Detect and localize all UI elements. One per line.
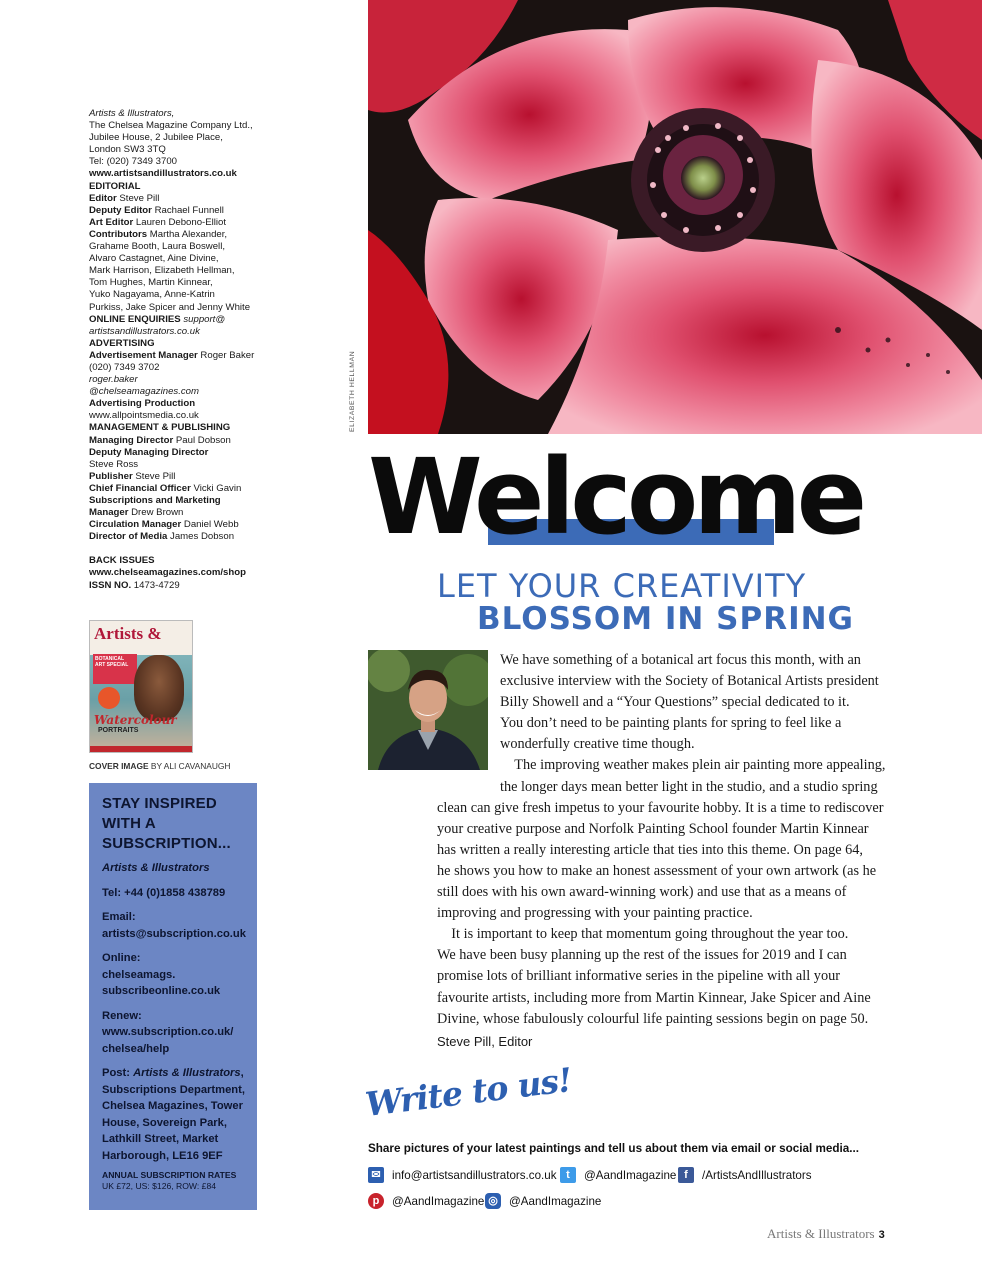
page-folio xyxy=(767,1226,885,1242)
masthead-line xyxy=(89,495,264,507)
masthead-line xyxy=(89,507,264,519)
share-prompt: Share pictures of your latest paintings and tell us about them via email or social media... xyxy=(368,1142,860,1155)
masthead-line xyxy=(89,362,264,374)
body-line: Divine, whose fabulously colourful life painting sessions begin on page 50. xyxy=(437,1010,869,1027)
masthead-run: Tel: (020) 7349 3700 xyxy=(89,156,178,168)
masthead-line xyxy=(89,386,264,398)
masthead-line xyxy=(89,580,264,592)
cover-bottom-bar xyxy=(90,746,192,752)
masthead-line xyxy=(89,447,264,459)
masthead-run: Steve Ross xyxy=(89,458,139,470)
masthead-run: Editor xyxy=(89,192,117,204)
email-link[interactable]: info@artistsandillustrators.co.uk xyxy=(392,1168,557,1182)
pinterest-contact[interactable] xyxy=(368,1193,484,1209)
masthead-line xyxy=(89,350,264,362)
masthead-run: roger.baker xyxy=(89,374,138,386)
masthead-line xyxy=(89,168,264,180)
facebook-handle[interactable]: /ArtistsAndIllustrators xyxy=(702,1168,812,1182)
masthead-line xyxy=(89,471,264,483)
masthead-run: ADVERTISING xyxy=(89,337,155,349)
masthead-line xyxy=(89,193,264,205)
page-number: 3 xyxy=(878,1229,885,1241)
subscription-post: Post: Artists & Illustrators, Subscriptions Department, Chelsea Magazines, Tower House, Sovereign Park, Lathkill Street, Market Harborough, LE16 9EF xyxy=(102,1067,245,1162)
masthead-line xyxy=(89,374,264,386)
body-line: has written a really interesting article that ties into this theme. On page 64, xyxy=(437,841,864,858)
masthead-run: Artists & Illustrators, xyxy=(89,108,175,119)
masthead-run: Steve Pill xyxy=(116,192,160,204)
masthead-line xyxy=(89,108,264,120)
facebook-contact[interactable] xyxy=(678,1167,812,1183)
masthead-line xyxy=(89,132,264,144)
twitter-icon: t xyxy=(560,1167,576,1183)
subscription-renew: Renew: www.subscription.co.uk/ chelsea/help xyxy=(102,1008,245,1058)
subscription-online: Online: chelseamags. subscribeonline.co.uk xyxy=(102,950,245,1000)
cover-logo: Artists & xyxy=(94,624,162,643)
masthead-run: 1473-4729 xyxy=(131,579,180,591)
cover-strap: BOTANICAL ART SPECIAL xyxy=(93,654,137,684)
masthead-run: www.allpointsmedia.co.uk xyxy=(89,410,199,422)
masthead-run: Grahame Booth, Laura Boswell, xyxy=(89,241,225,253)
masthead-run: Chief Financial Officer xyxy=(89,482,191,494)
folio-title: Artists & Illustrators xyxy=(767,1226,875,1241)
masthead-run: Vicki Gavin xyxy=(190,482,242,494)
cover-thumbnail xyxy=(89,620,193,753)
masthead-run: James Dobson xyxy=(167,531,235,543)
subscription-email: Email: artists@subscription.co.uk xyxy=(102,909,245,942)
masthead-run: Yuko Nagayama, Anne-Katrin xyxy=(89,289,215,301)
masthead-run: Subscriptions and Marketing xyxy=(89,495,221,506)
hero-poppy-painting xyxy=(368,0,982,434)
masthead-line xyxy=(89,326,264,338)
standfirst-line-1: LET YOUR CREATIVITY xyxy=(437,567,807,605)
masthead-line xyxy=(89,217,264,229)
masthead-run: BACK ISSUES xyxy=(89,555,155,567)
masthead-run: Circulation Manager xyxy=(89,519,182,531)
masthead-run: Martha Alexander, xyxy=(147,228,228,240)
email-contact[interactable] xyxy=(368,1167,557,1183)
masthead-line xyxy=(89,205,264,217)
masthead-run: The Chelsea Magazine Company Ltd., xyxy=(89,120,253,132)
instagram-icon: ◎ xyxy=(485,1193,501,1209)
body-line: still does with his own award-winning work) and use that as a means of xyxy=(437,884,847,901)
facebook-icon: f xyxy=(678,1167,694,1183)
masthead-line xyxy=(89,567,264,579)
masthead-run: Art Editor xyxy=(89,216,134,228)
masthead-line xyxy=(89,229,264,241)
masthead-run: support@ xyxy=(180,313,226,325)
masthead-line xyxy=(89,483,264,495)
subscription-renew-link[interactable]: www.subscription.co.uk/ chelsea/help xyxy=(102,1026,234,1055)
subscription-email-link[interactable]: artists@subscription.co.uk xyxy=(102,927,246,940)
body-line: improving and progressing with your painting practice. xyxy=(437,905,753,922)
masthead-run: Drew Brown xyxy=(128,507,184,519)
masthead-line xyxy=(89,338,264,350)
twitter-handle[interactable]: @AandImagazine xyxy=(584,1168,677,1182)
masthead-run: artistsandillustrators.co.uk xyxy=(89,325,200,337)
masthead-run: Managing Director xyxy=(89,434,174,446)
masthead-line xyxy=(89,265,264,277)
masthead-run: Contributors xyxy=(89,228,148,240)
body-line: The improving weather makes plein air painting more appealing, xyxy=(500,757,886,774)
write-to-us-headline: Write to us! xyxy=(363,1060,574,1124)
twitter-contact[interactable] xyxy=(560,1167,676,1183)
masthead-run: Director of Media xyxy=(89,531,168,543)
masthead-line xyxy=(89,120,264,132)
cover-portraits: PORTRAITS xyxy=(98,727,139,734)
body-line: Billy Showell and a “Your Questions” special dedicated to it. xyxy=(500,694,850,711)
masthead-run: Mark Harrison, Elizabeth Hellman, xyxy=(89,265,235,277)
masthead-line xyxy=(89,241,264,253)
subscription-rates: ANNUAL SUBSCRIPTION RATES UK £72, US: $126, ROW: £84 xyxy=(102,1170,237,1191)
masthead-gap xyxy=(89,543,264,555)
masthead-run: Paul Dobson xyxy=(173,434,231,446)
subscription-title: STAY INSPIRED WITH A SUBSCRIPTION... xyxy=(102,795,231,852)
cover-credit: COVER IMAGE BY ALI CAVANAUGH xyxy=(89,761,231,771)
masthead-run: Advertising Production xyxy=(89,398,196,410)
subscription-brand: Artists & Illustrators xyxy=(102,862,210,874)
masthead-line xyxy=(89,253,264,265)
body-line: favourite artists, including more from Martin Kinnear, Jake Spicer and Aine xyxy=(437,989,871,1006)
masthead-run: Tom Hughes, Martin Kinnear, xyxy=(89,277,213,289)
masthead-line xyxy=(89,519,264,531)
masthead-line xyxy=(89,398,264,410)
masthead-run: Jubilee House, 2 Jubilee Place, xyxy=(89,132,223,144)
body-line: You don’t need to be painting plants for spring to feel like a xyxy=(500,715,842,732)
masthead-run: London SW3 3TQ xyxy=(89,144,166,156)
masthead-line xyxy=(89,156,264,168)
editorial-body xyxy=(437,650,901,1030)
body-line: exclusive interview with the Society of Botanical Artists president xyxy=(500,673,879,690)
subscription-online-link[interactable]: chelseamags. subscribeonline.co.uk xyxy=(102,968,221,997)
masthead-run: @chelseamagazines.com xyxy=(89,386,199,398)
instagram-contact[interactable] xyxy=(485,1193,601,1209)
masthead-run: Manager xyxy=(89,507,129,519)
masthead-line xyxy=(89,302,264,314)
masthead-run: Rachael Funnell xyxy=(151,204,224,216)
masthead-line xyxy=(89,531,264,543)
masthead-run: Purkiss, Jake Spicer and Jenny White xyxy=(89,301,251,313)
pinterest-handle[interactable]: @AandImagazine xyxy=(392,1194,485,1208)
masthead-run: Roger Baker xyxy=(197,349,255,361)
masthead-line xyxy=(89,555,264,567)
masthead-run: MANAGEMENT & PUBLISHING xyxy=(89,422,231,434)
hero-image-credit: ELIZABETH HELLMAN xyxy=(349,350,356,432)
subscription-tel: Tel: +44 (0)1858 438789 xyxy=(102,886,226,899)
body-line: It is important to keep that momentum going throughout the year too. xyxy=(437,926,849,943)
masthead-run: Steve Pill xyxy=(132,470,176,482)
cover-badge xyxy=(98,687,120,709)
masthead-line xyxy=(89,314,264,326)
masthead-run: Daniel Webb xyxy=(181,519,239,531)
cover-watercolour: Watercolour xyxy=(94,713,177,727)
masthead-line xyxy=(89,277,264,289)
masthead-run: EDITORIAL xyxy=(89,180,141,192)
body-line: he shows you how to make an honest assessment of your own artwork (as he xyxy=(437,862,877,879)
masthead-run: Deputy Managing Director xyxy=(89,446,209,458)
masthead-line xyxy=(89,410,264,422)
masthead-run: Lauren Debono-Elliot xyxy=(133,216,227,228)
masthead-run: Deputy Editor xyxy=(89,204,152,216)
instagram-handle[interactable]: @AandImagazine xyxy=(509,1194,602,1208)
body-line: the longer days mean better light in the studio, and a studio spring xyxy=(500,778,878,795)
standfirst-line-2: BLOSSOM IN SPRING xyxy=(477,601,854,637)
masthead-run: www.artistsandillustrators.co.uk xyxy=(89,168,237,180)
body-line: your creative purpose and Norfolk Painting School founder Martin Kinnear xyxy=(437,820,869,837)
masthead-run: Advertisement Manager xyxy=(89,349,198,361)
masthead-line xyxy=(89,289,264,301)
body-line: We have something of a botanical art focus this month, with an xyxy=(500,652,861,668)
body-line: clean can give fresh impetus to your favourite hobby. It is a time to rediscover xyxy=(437,799,884,816)
body-line: We have been busy planning up the rest of the issues for 2019 and I can xyxy=(437,947,847,964)
masthead-run: Alvaro Castagnet, Aine Divine, xyxy=(89,253,219,265)
masthead-credits xyxy=(89,108,264,592)
masthead-run: www.chelseamagazines.com/shop xyxy=(89,567,246,579)
masthead-run: Publisher xyxy=(89,470,133,482)
pinterest-icon: p xyxy=(368,1193,384,1209)
masthead-line xyxy=(89,459,264,471)
mail-icon: ✉ xyxy=(368,1167,384,1183)
masthead-line xyxy=(89,144,264,156)
welcome-heading: Welcome xyxy=(368,436,863,558)
cover-portrait xyxy=(134,655,184,721)
body-line: wonderfully creative time though. xyxy=(500,736,695,753)
masthead-run: (020) 7349 3702 xyxy=(89,361,160,373)
body-line: promise lots of brilliant informative series in the pipeline with all your xyxy=(437,968,841,985)
subscription-box xyxy=(89,783,257,1210)
masthead-run: ISSN NO. xyxy=(89,579,132,591)
masthead-line xyxy=(89,435,264,447)
masthead-line xyxy=(89,422,264,434)
editor-signoff: Steve Pill, Editor xyxy=(437,1034,533,1049)
masthead-line xyxy=(89,181,264,193)
masthead-run: ONLINE ENQUIRIES xyxy=(89,313,181,325)
